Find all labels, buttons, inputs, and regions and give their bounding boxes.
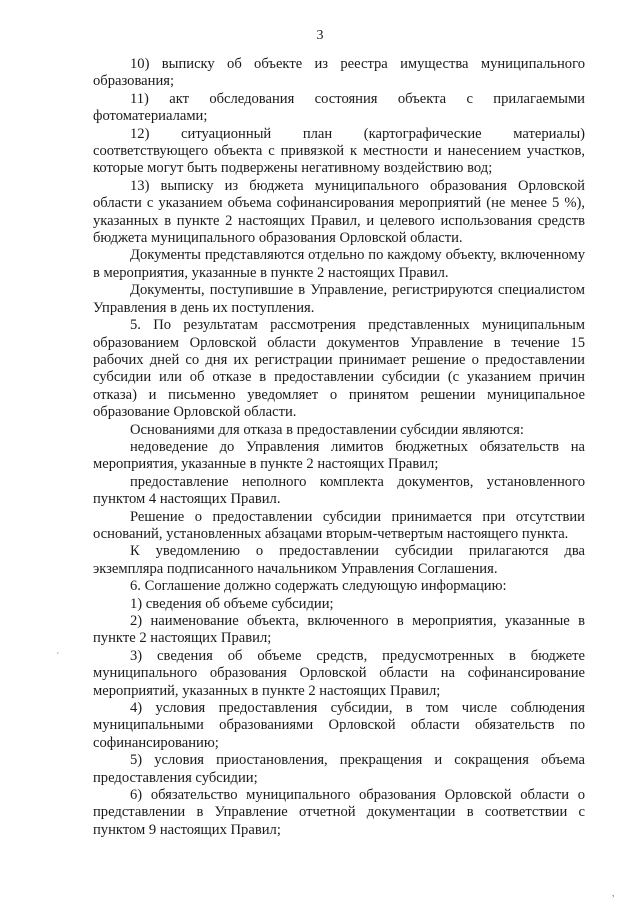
paragraph-refusal-documents: предоставление неполного комплекта документов, установленного пунктом 4 настоящих Правил. xyxy=(93,473,585,508)
scan-mark-corner: , xyxy=(612,888,615,899)
paragraph-item-11: 11) акт обследования состояния объекта с прилагаемыми фотоматериалами; xyxy=(93,90,585,125)
paragraph-clause-6: 6. Соглашение должно содержать следующую информацию: xyxy=(130,578,507,595)
paragraph-item-13: 13) выписку из бюджета муниципального образования Орловской области с указанием объема софинансирования мероприятий (не менее 5 %), указанных в пункте 2 настоящих Правил, и целевого использования средств бюджета муниципального образования Орловской области. xyxy=(93,177,585,247)
paragraph-agreement-5: 5) условия приостановления, прекращения и сокращения объема предоставления субсидии; xyxy=(93,752,585,786)
paragraph-item-10: 10) выписку об объекте из реестра имущества муниципального образования; xyxy=(93,56,585,90)
paragraph-decision: Решение о предоставлении субсидии принимается при отсутствии оснований, установленных абзацами вторым-четвертым настоящего пункта. xyxy=(93,508,585,542)
paragraph-documents-per-object: Документы представляются отдельно по каждому объекту, включенному в мероприятия, указанные в пункте 2 настоящих Правил. xyxy=(93,247,585,281)
paragraph-refusal-limits: недоведение до Управления лимитов бюджетных обязательств на мероприятия, указанные в пункте 2 настоящих Правил; xyxy=(93,438,585,473)
paragraph-agreement-6: 6) обязательство муниципального образования Орловской области о представлении в Управление отчетной документации в соответствии с пунктом 9 настоящих Правил; xyxy=(93,787,585,838)
paragraph-item-12: 12) ситуационный план (картографические материалы) соответствующего объекта с привязкой к местности и нанесением участков, которые могут быть подвержены негативному воздействию вод; xyxy=(93,125,585,177)
paragraph-documents-registration: Документы, поступившие в Управление, регистрируются специалистом Управления в день их поступления. xyxy=(93,282,585,316)
paragraph-agreement-3: 3) сведения об объеме средств, предусмотренных в бюджете муниципального образования Орловской области на софинансирование мероприятий, указанных в пункте 2 настоящих Правил; xyxy=(93,647,585,699)
paragraph-notification: К уведомлению о предоставлении субсидии прилагаются два экземпляра подписанного начальником Управления Соглашения. xyxy=(93,543,585,577)
paragraph-agreement-1: 1) сведения об объеме субсидии; xyxy=(130,595,334,612)
paragraph-refusal-grounds: Основаниями для отказа в предоставлении субсидии являются: xyxy=(130,421,524,438)
paragraph-agreement-2: 2) наименование объекта, включенного в мероприятия, указанные в пункте 2 настоящих Правил; xyxy=(93,613,585,647)
page-number: 3 xyxy=(316,28,324,43)
paragraph-agreement-4: 4) условия предоставления субсидии, в том числе соблюдения муниципальными образованиями Орловской области обязательств по софинансированию; xyxy=(93,700,585,751)
document-body xyxy=(93,56,585,839)
paragraph-clause-5: 5. По результатам рассмотрения представленных муниципальным образованием Орловской области документов Управление в течение 15 рабочих дней со дня их регистрации принимает решение о предоставлении субсидии или об отказе в предоставлении субсидии (с указанием причин отказа) и письменно уведомляет о принятом решении муниципальное образование Орловской области. xyxy=(93,317,585,421)
scan-mark: ´ xyxy=(56,652,60,663)
